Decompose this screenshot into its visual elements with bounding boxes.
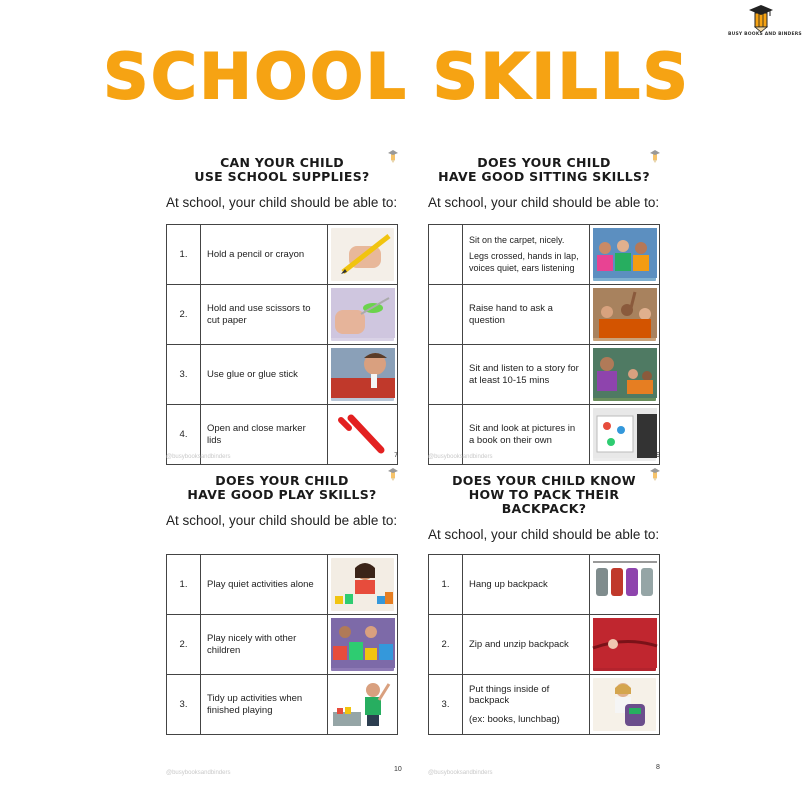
- backpack-zipper-image: [593, 618, 656, 671]
- worksheet-sitting: [428, 150, 660, 462]
- red-marker-image: [331, 408, 394, 461]
- worksheet-heading: [428, 150, 660, 184]
- page-number: 7: [394, 452, 398, 459]
- row-number: 2.: [167, 285, 201, 345]
- children-sitting-on-carpet-image: [593, 228, 656, 281]
- row-line: Legs crossed, hands in lap, voices quiet, ears listening: [469, 251, 579, 273]
- worksheet-supplies: [166, 150, 398, 462]
- table-row: [167, 225, 398, 285]
- worksheet-subtitle: At school, your child should be able to:: [428, 195, 660, 210]
- heading-line-2: HAVE GOOD SITTING SKILLS?: [438, 169, 650, 184]
- table-row: [429, 345, 660, 405]
- children-raising-hands-image: [593, 288, 656, 341]
- heading-line-1: CAN YOUR CHILD: [220, 155, 344, 170]
- row-line: Raise hand to ask a question: [469, 303, 553, 326]
- skills-table: [428, 554, 660, 735]
- row-picture: [590, 285, 660, 345]
- child-tidying-toys-image: [331, 678, 394, 731]
- row-line: Sit and look at pictures in a book on their own: [469, 423, 576, 446]
- page-number: 10: [394, 766, 402, 773]
- row-text: [201, 345, 328, 405]
- row-picture: [590, 405, 660, 465]
- row-number: [429, 345, 463, 405]
- row-text: [463, 285, 590, 345]
- row-number: 3.: [429, 675, 463, 735]
- table-row: [429, 675, 660, 735]
- child-packing-backpack-image: [593, 678, 656, 731]
- row-text: [463, 615, 590, 675]
- row-text: [463, 675, 590, 735]
- row-line: Open and close marker lids: [207, 423, 306, 446]
- row-line: Play quiet activities alone: [207, 578, 314, 590]
- row-picture: [590, 615, 660, 675]
- row-picture: [328, 675, 398, 735]
- row-line: Hold a pencil or crayon: [207, 248, 305, 260]
- watermark: @busybooksandbinders: [166, 770, 231, 776]
- heading-line-2: USE SCHOOL SUPPLIES?: [194, 169, 370, 184]
- row-number: 1.: [167, 225, 201, 285]
- row-number: 2.: [429, 615, 463, 675]
- row-number: 1.: [167, 555, 201, 615]
- worksheet-backpack: [428, 468, 660, 778]
- table-row: [167, 615, 398, 675]
- row-picture: [328, 285, 398, 345]
- row-number: [429, 225, 463, 285]
- pencil-logo-icon: [650, 468, 660, 482]
- teacher-reading-story-image: [593, 348, 656, 401]
- row-number: 1.: [429, 555, 463, 615]
- row-number: [429, 285, 463, 345]
- child-looking-at-book-image: [593, 408, 656, 461]
- child-using-glue-stick-image: [331, 348, 394, 401]
- worksheet-subtitle: At school, your child should be able to:: [166, 195, 398, 210]
- row-text: [201, 225, 328, 285]
- row-picture: [328, 615, 398, 675]
- row-line: Hold and use scissors to cut paper: [207, 303, 311, 326]
- row-number: 2.: [167, 615, 201, 675]
- heading-line-1: DOES YOUR CHILD: [477, 155, 611, 170]
- row-text: [201, 675, 328, 735]
- heading-line-2: HOW TO PACK THEIR BACKPACK?: [468, 487, 620, 516]
- row-text: [201, 555, 328, 615]
- row-line: (ex: books, lunchbag): [469, 713, 560, 725]
- pencil-logo-icon: [650, 150, 660, 164]
- watermark: @busybooksandbinders: [166, 454, 231, 460]
- table-row: [167, 345, 398, 405]
- page-number: 8: [656, 764, 660, 771]
- row-picture: [328, 405, 398, 465]
- hanging-backpacks-image: [593, 558, 656, 611]
- table-row: [429, 615, 660, 675]
- row-line: Play nicely with other children: [207, 633, 297, 656]
- row-text: [463, 225, 590, 285]
- skills-table: [166, 554, 398, 735]
- heading-line-1: DOES YOUR CHILD: [215, 473, 349, 488]
- heading-line-1: DOES YOUR CHILD KNOW: [452, 473, 636, 488]
- row-picture: [328, 345, 398, 405]
- row-line: Sit and listen to a story for at least 10-15 mins: [469, 363, 579, 386]
- skills-table: [428, 224, 660, 465]
- logo-text: BUSY BOOKS AND BINDERS: [728, 32, 802, 37]
- table-row: [429, 225, 660, 285]
- row-number: 3.: [167, 345, 201, 405]
- worksheet-play: [166, 468, 402, 778]
- brand-logo: [728, 4, 802, 44]
- table-row: [167, 675, 398, 735]
- child-using-scissors-image: [331, 288, 394, 341]
- table-row: [429, 285, 660, 345]
- row-line: Use glue or glue stick: [207, 368, 298, 380]
- worksheet-heading: [166, 150, 398, 184]
- row-picture: [328, 225, 398, 285]
- skills-table: [166, 224, 398, 465]
- worksheet-heading: [428, 468, 660, 516]
- row-number: 3.: [167, 675, 201, 735]
- row-picture: [590, 345, 660, 405]
- child-playing-blocks-image: [331, 558, 394, 611]
- row-picture: [590, 675, 660, 735]
- table-row: [429, 555, 660, 615]
- watermark: @busybooksandbinders: [428, 454, 493, 460]
- pencil-logo-icon: [388, 150, 398, 164]
- hand-holding-pencil-image: [331, 228, 394, 281]
- row-picture: [328, 555, 398, 615]
- row-text: [201, 615, 328, 675]
- row-line: Tidy up activities when finished playing: [207, 693, 303, 716]
- row-line: Sit on the carpet, nicely.: [469, 234, 565, 245]
- page-title: SCHOOL SKILLS: [103, 40, 691, 113]
- row-text: [463, 345, 590, 405]
- row-line: Put things inside of backpack: [469, 683, 550, 707]
- page-number: 9: [656, 452, 660, 459]
- table-row: [167, 285, 398, 345]
- worksheet-heading: [166, 468, 398, 502]
- table-row: [167, 555, 398, 615]
- graduation-cap-pencil-icon: [746, 4, 776, 32]
- row-line: Zip and unzip backpack: [469, 638, 569, 650]
- watermark: @busybooksandbinders: [428, 770, 493, 776]
- worksheet-subtitle: At school, your child should be able to:: [428, 527, 660, 542]
- pencil-logo-icon: [388, 468, 398, 482]
- children-playing-together-image: [331, 618, 394, 671]
- row-text: [201, 285, 328, 345]
- row-picture: [590, 555, 660, 615]
- row-line: Hang up backpack: [469, 578, 548, 590]
- row-picture: [590, 225, 660, 285]
- row-number: 4.: [167, 405, 201, 465]
- worksheet-subtitle: At school, your child should be able to:: [166, 513, 398, 528]
- heading-line-2: HAVE GOOD PLAY SKILLS?: [187, 487, 377, 502]
- row-text: [463, 555, 590, 615]
